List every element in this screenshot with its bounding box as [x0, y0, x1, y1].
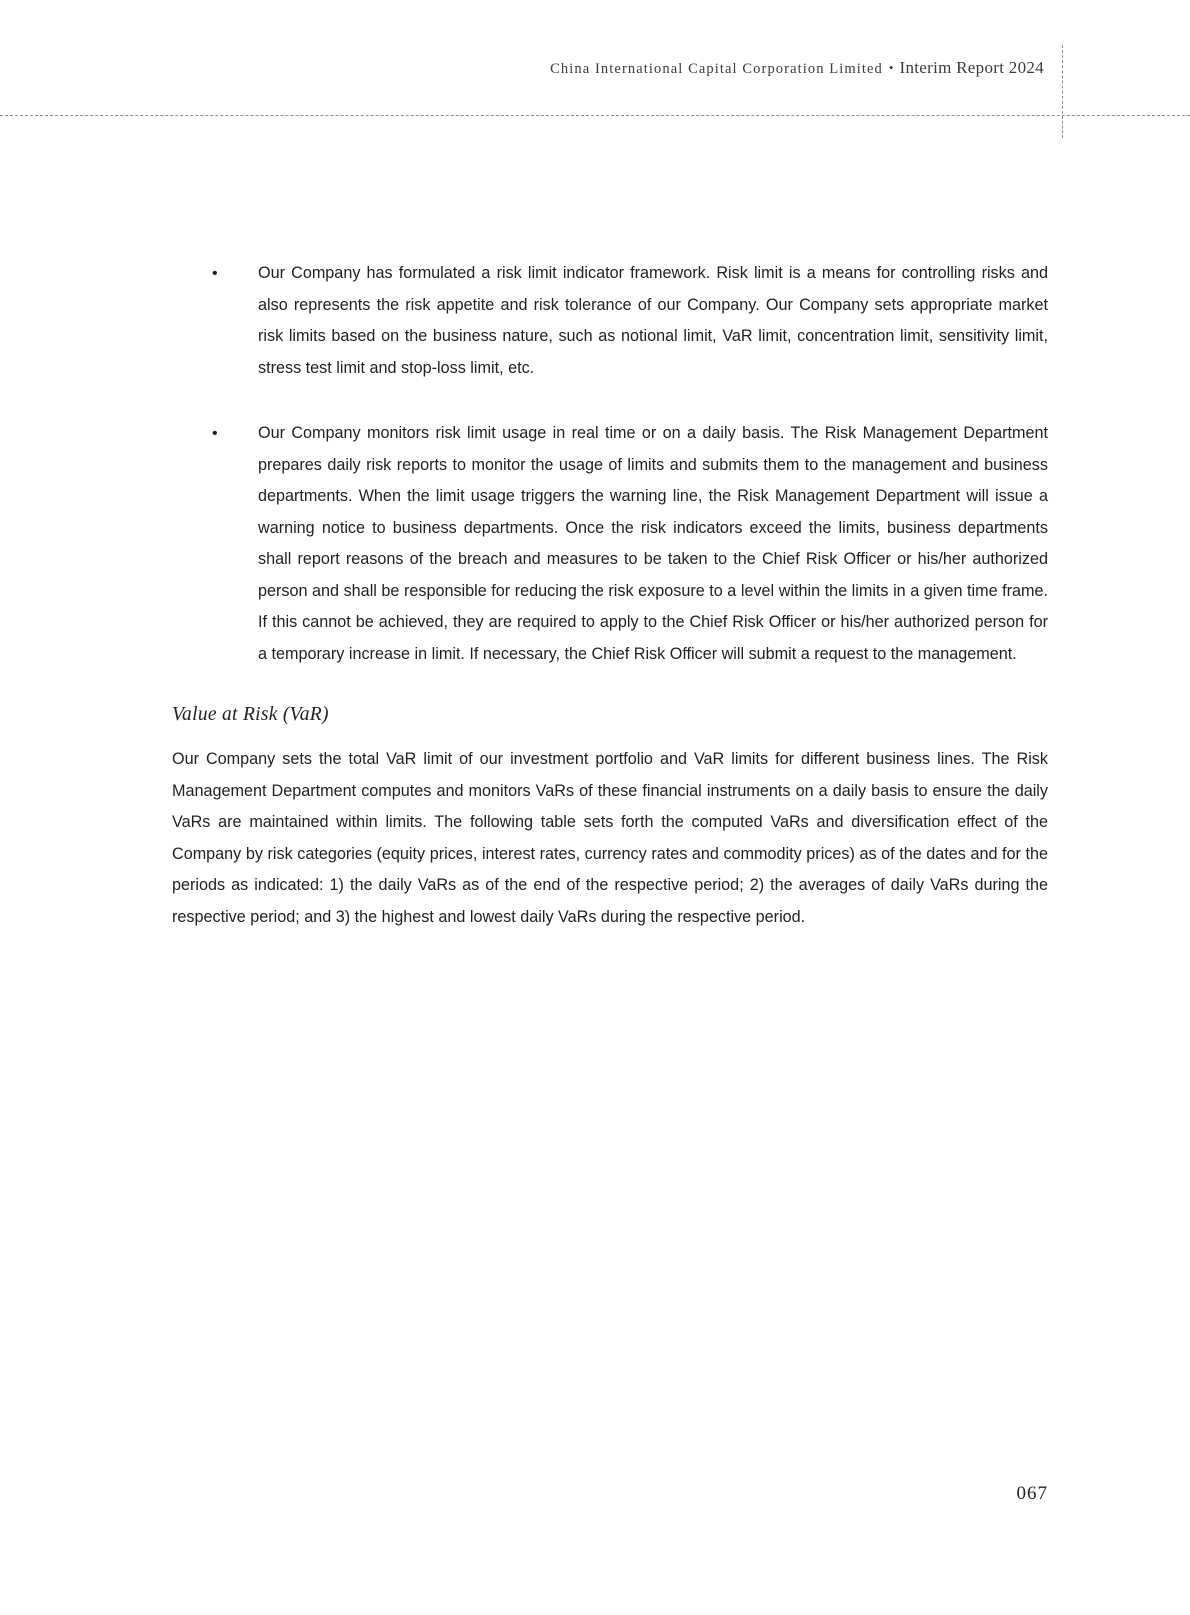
header-report-title: Interim Report 2024 — [899, 58, 1044, 77]
running-header — [0, 58, 1190, 78]
header-separator-bullet: • — [888, 60, 894, 75]
list-item — [172, 418, 1048, 670]
crop-mark-vertical-top — [1062, 45, 1063, 119]
bullet-marker-icon: • — [212, 265, 218, 282]
body-paragraph: Our Company sets the total VaR limit of our investment portfolio and VaR limits for different business lines. The Risk Management Department computes and monitors VaRs of these financial instruments on a daily basis to ensure the daily VaRs are maintained within limits. The following table sets forth the computed VaRs and diversification effect of the Company by risk categories (equity prices, interest rates, currency rates and commodity prices) as of the dates and for the periods as indicated: 1) the daily VaRs as of the end of the respective period; 2) the averages of daily VaRs during the respective period; and 3) the highest and lowest daily VaRs during the respective period. — [172, 750, 1048, 926]
page-content — [172, 258, 1048, 933]
header-dashed-rule — [0, 115, 1190, 116]
header-company-name: China International Capital Corporation Limited — [550, 61, 883, 77]
list-item — [172, 258, 1048, 384]
list-item-text: Our Company has formulated a risk limit indicator framework. Risk limit is a means for controlling risks and also represents the risk appetite and risk tolerance of our Company. Our Company sets appropriate market risk limits based on the business nature, such as notional limit, VaR limit, concentration limit, sensitivity limit, stress test limit and stop-loss limit, etc. — [258, 264, 1048, 377]
section-subheading: Value at Risk (VaR) — [172, 704, 329, 725]
crop-mark-vertical-bottom — [1062, 116, 1063, 138]
bullet-marker-icon: • — [212, 425, 218, 442]
list-item-text: Our Company monitors risk limit usage in real time or on a daily basis. The Risk Management Department prepares daily risk reports to monitor the usage of limits and submits them to the management and business departments. When the limit usage triggers the warning line, the Risk Management Department will issue a warning notice to business departments. Once the risk indicators exceed the limits, business departments shall report reasons of the breach and measures to be taken to the Chief Risk Officer or his/her authorized person and shall be responsible for reducing the risk exposure to a level within the limits in a given time frame. If this cannot be achieved, they are required to apply to the Chief Risk Officer or his/her authorized person for a temporary increase in limit. If necessary, the Chief Risk Officer will submit a request to the management. — [258, 424, 1048, 663]
page-number: 067 — [1016, 1483, 1048, 1504]
